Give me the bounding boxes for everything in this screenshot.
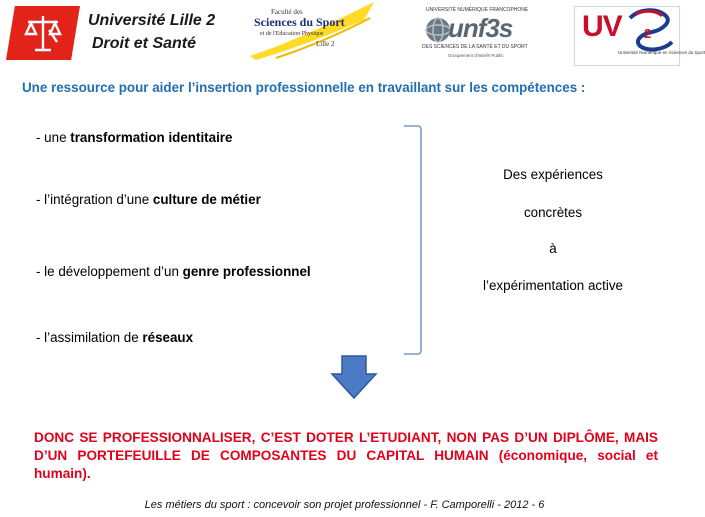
svg-text:2: 2 bbox=[644, 26, 652, 41]
right-bracket bbox=[400, 124, 426, 356]
list-item bbox=[36, 192, 261, 207]
list-item-bold: culture de métier bbox=[152, 192, 261, 207]
sport-logo-line1: Faculté des bbox=[271, 8, 303, 16]
faculte-sciences-du-sport-logo bbox=[246, 0, 378, 62]
list-item-bold: genre professionnel bbox=[182, 264, 311, 279]
sport-logo-line3: et de l'Education Physique bbox=[260, 31, 324, 37]
justice-scales-icon bbox=[6, 6, 80, 60]
list-item-bold: réseaux bbox=[142, 330, 194, 345]
list-item-prefix: - une bbox=[36, 130, 71, 145]
unf3s-brand: unf3s bbox=[448, 13, 513, 43]
unf3s-bottom-text: DES SCIENCES DE LA SANTÉ ET DU SPORT bbox=[422, 44, 528, 50]
uv2s-subtitle: Université Numérique en Sciences du Sport bbox=[618, 50, 705, 55]
list-item-prefix: - l’assimilation de bbox=[36, 330, 143, 345]
experience-line: Des expériences bbox=[503, 167, 603, 182]
list-item-prefix: - le développement d’un bbox=[36, 264, 183, 279]
uv2s-logo bbox=[574, 6, 705, 64]
conclusion-text: DONC SE PROFESSIONNALISER, C’EST DOTER L’ETUDIANT, NON PAS D’UN DIPLÔME, MAIS D’UN PORTEFEUILLE DE COMPOSANTES DU CAPITAL HUMAIN (économique, social et humain). bbox=[34, 430, 658, 481]
down-arrow-icon bbox=[330, 354, 378, 400]
experience-line: concrètes bbox=[523, 205, 583, 220]
lille2-title: Université Lille 2 bbox=[88, 12, 216, 29]
universite-lille2-logo bbox=[2, 4, 234, 60]
sport-logo-line2: Sciences du Sport bbox=[254, 15, 345, 29]
slide-footer: Les métiers du sport : concevoir son projet professionnel - F. Camporelli - 2012 - 6 bbox=[144, 499, 545, 511]
uv2s-brand: UV bbox=[582, 10, 622, 43]
headline: Une ressource pour aider l’insertion professionnelle en travaillant sur les compétences : bbox=[22, 80, 586, 95]
unf3s-logo bbox=[418, 6, 530, 62]
list-item-prefix: - l’intégration d’une bbox=[36, 192, 153, 207]
unf3s-tag-text: Groupement d'intérêt Public bbox=[448, 53, 504, 58]
list-item bbox=[36, 264, 311, 279]
experience-line: l’expérimentation active bbox=[483, 278, 623, 293]
experience-line: à bbox=[549, 241, 557, 256]
sport-logo-line4: Lille 2 bbox=[316, 40, 335, 48]
lille2-subtitle: Droit et Santé bbox=[92, 35, 197, 52]
unf3s-top-text: UNIVERSITÉ NUMÉRIQUE FRANCOPHONE bbox=[426, 7, 529, 13]
uv2s-swirl-icon bbox=[626, 8, 676, 52]
list-item bbox=[36, 130, 232, 145]
list-item bbox=[36, 330, 193, 345]
list-item-bold: transformation identitaire bbox=[70, 130, 233, 145]
